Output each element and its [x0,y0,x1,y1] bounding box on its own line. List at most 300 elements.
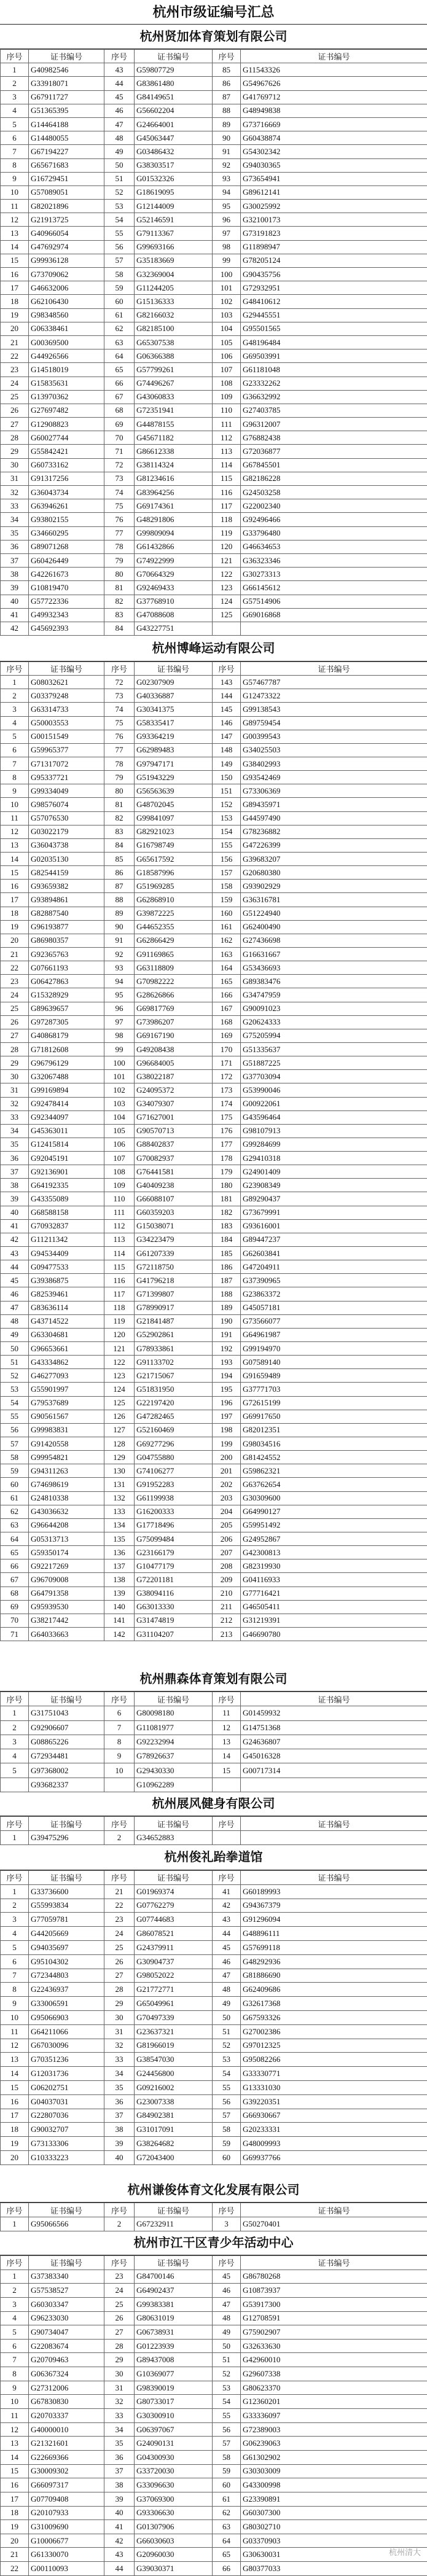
cert-number-cell: G80098180 [135,1706,213,1720]
cert-header: 证书编号 [135,1817,213,1831]
table-row [1,1969,427,1983]
company-section [0,25,427,636]
seq-cell: 50 [213,2010,241,2024]
seq-cell: 35 [104,2437,135,2451]
seq-cell: 104 [104,1110,135,1124]
seq-cell: 123 [104,1369,135,1383]
seq-cell: 7 [1,2353,29,2367]
seq-cell: 38 [104,2123,135,2137]
cert-number-cell: G29445551 [241,308,427,322]
cert-number-cell: G55842421 [29,445,104,458]
seq-cell: 20 [1,2150,29,2164]
seq-cell: 53 [213,2053,241,2067]
cert-number-cell: G66088107 [135,1192,213,1206]
seq-cell: 108 [104,1165,135,1179]
seq-cell: 55 [1,1410,29,1423]
cert-number-cell: G69174361 [135,499,213,513]
cert-number-cell: G66145612 [241,581,427,595]
seq-cell: 33 [104,2053,135,2067]
cert-number-cell: G42960010 [241,2353,427,2367]
seq-cell: 112 [104,1219,135,1233]
cert-number-cell: G00399543 [241,730,427,743]
cert-number-cell: G27697482 [29,404,104,417]
cert-number-cell: G60189993 [241,1884,427,1899]
seq-cell: 51 [213,2353,241,2367]
seq-cell: 111 [104,1206,135,1219]
seq-cell: 146 [213,716,241,730]
seq-cell: 86 [104,866,135,880]
table-row [1,1042,427,1056]
seq-cell: 164 [213,961,241,975]
table-row [1,1314,427,1328]
seq-cell: 75 [104,716,135,730]
seq-header: 序号 [104,1871,135,1885]
seq-cell: 96 [213,213,241,227]
seq-cell: 179 [213,1165,241,1179]
cert-number-cell [241,1778,427,1792]
seq-cell: 27 [104,1969,135,1983]
cert-number-cell: G29607338 [241,2367,427,2381]
cert-number-cell: G21841487 [135,1314,213,1328]
seq-cell: 56 [1,1423,29,1437]
table-row [1,703,427,716]
seq-cell: 28 [104,1983,135,1997]
cert-number-cell: G73306369 [241,784,427,798]
certificate-table [0,1816,427,1845]
seq-cell: 60 [1,1478,29,1491]
cert-number-cell: G86780268 [241,2270,427,2284]
cert-number-cell: G99983831 [29,1423,104,1437]
cert-number-cell: G14751368 [241,1720,427,1735]
cert-number-cell: G63304681 [29,1328,104,1341]
cert-number-cell: G72615199 [241,1396,427,1410]
cert-number-cell: G32369004 [135,268,213,281]
cert-number-cell: G27436698 [241,934,427,947]
cert-number-cell: G12031736 [29,2067,104,2081]
seq-cell: 87 [104,880,135,893]
cert-number-cell: G10333223 [29,2150,104,2164]
seq-cell: 197 [213,1410,241,1423]
seq-cell: 55 [213,2080,241,2094]
seq-cell: 203 [213,1491,241,1505]
cert-header: 证书编号 [29,2203,104,2217]
seq-cell: 93 [104,961,135,975]
seq-cell: 212 [213,1614,241,1627]
seq-header: 序号 [1,1692,29,1706]
seq-cell [1,1778,29,1792]
seq-cell: 3 [1,2297,29,2311]
seq-cell: 89 [104,907,135,920]
seq-cell: 13 [1,2053,29,2067]
seq-cell: 8 [104,1735,135,1749]
seq-cell [213,1778,241,1792]
seq-cell: 99 [213,254,241,267]
cert-number-cell: G47282465 [135,1410,213,1423]
seq-cell: 88 [213,104,241,117]
certificate-table [0,49,427,636]
certificate-table [0,1692,427,1792]
seq-cell: 43 [1,1247,29,1260]
table-row [1,431,427,445]
cert-number-cell: G34660295 [29,526,104,540]
seq-cell: 118 [213,513,241,526]
table-row [1,268,427,281]
seq-cell: 25 [1,390,29,404]
table-row [1,1219,427,1233]
seq-cell: 39 [104,2137,135,2151]
cert-number-cell: G37771703 [241,1383,427,1396]
seq-cell: 94 [104,975,135,988]
seq-cell: 171 [213,1056,241,1070]
seq-cell: 119 [104,1314,135,1328]
seq-cell: 190 [213,1314,241,1328]
seq-cell: 6 [1,1954,29,1969]
seq-cell: 96 [104,1002,135,1015]
seq-cell: 10 [1,2010,29,2024]
cert-number-cell: G53436693 [241,961,427,975]
certificate-table [0,662,427,1641]
cert-number-cell: G33720030 [135,2464,213,2478]
cert-number-cell: G93306630 [135,2506,213,2520]
seq-cell: 200 [213,1451,241,1464]
cert-number-cell: G74698619 [29,1478,104,1491]
seq-cell: 149 [213,757,241,770]
table-row [1,1573,427,1587]
seq-cell: 63 [1,1518,29,1532]
table-row [1,472,427,485]
cert-number-cell: G39220351 [241,2094,427,2109]
cert-number-cell: G40868179 [29,1029,104,1042]
cert-number-cell: G17718496 [135,1518,213,1532]
cert-number-cell: G57467787 [241,676,427,689]
seq-cell [213,622,241,635]
seq-header: 序号 [1,1817,29,1831]
cert-number-cell: G92136901 [29,1165,104,1179]
cert-number-cell: G30300910 [135,2409,213,2423]
seq-cell: 161 [213,920,241,934]
seq-cell: 113 [104,1233,135,1246]
table-row [1,2039,427,2053]
seq-cell: 55 [104,227,135,240]
cert-number-cell: G22002340 [241,499,427,513]
cert-number-cell: G98034516 [241,1437,427,1451]
cert-number-cell: G84902381 [135,2109,213,2123]
cert-number-cell: G98576074 [29,798,104,811]
seq-cell: 92 [213,158,241,172]
cert-number-cell: G45063447 [135,131,213,145]
cert-number-cell: G59862321 [241,1464,427,1478]
cert-number-cell: G64192335 [29,1179,104,1192]
cert-number-cell: G96653661 [29,1342,104,1356]
cert-number-cell: G00110093 [29,2562,104,2576]
cert-number-cell: G22197420 [135,1396,213,1410]
table-row [1,1940,427,1954]
cert-number-cell: G48196484 [241,335,427,349]
cert-number-cell: G69937766 [241,2150,427,2164]
cert-number-cell: G42300813 [241,1546,427,1559]
cert-number-cell: G13331030 [241,2080,427,2094]
seq-cell: 104 [213,322,241,335]
seq-cell: 72 [104,676,135,689]
seq-cell: 81 [104,581,135,595]
seq-cell: 1 [1,676,29,689]
cert-number-cell: G43300998 [241,2478,427,2492]
seq-cell: 53 [104,200,135,213]
seq-cell: 100 [104,1056,135,1070]
cert-number-cell: G29410318 [241,1152,427,1165]
cert-number-cell: G44878155 [135,418,213,431]
cert-number-cell: G30303009 [241,2464,427,2478]
seq-cell: 42 [1,622,29,635]
seq-cell: 19 [1,308,29,322]
cert-number-cell: G91296094 [241,1913,427,1927]
cert-number-cell: G34223479 [135,1233,213,1246]
cert-header: 证书编号 [241,662,427,676]
seq-cell: 62 [213,2506,241,2520]
table-row [1,1831,427,1845]
table-row [1,2353,427,2367]
seq-cell: 56 [213,2094,241,2109]
table-row [1,2067,427,2081]
cert-number-cell: G60307300 [241,2506,427,2520]
cert-number-cell: G20960030 [135,2548,213,2562]
seq-cell: 90 [104,920,135,934]
seq-cell: 152 [213,798,241,811]
seq-cell: 193 [213,1356,241,1369]
seq-cell: 35 [1,1138,29,1151]
cert-number-cell: G89447237 [241,1233,427,1246]
table-row [1,2150,427,2164]
seq-cell: 59 [213,2137,241,2151]
cert-number-cell: G34652883 [135,1831,213,1845]
cert-number-cell: G43060833 [135,390,213,404]
seq-cell: 157 [213,866,241,880]
seq-cell: 138 [104,1573,135,1587]
cert-number-cell: G75205994 [241,1029,427,1042]
table-row [1,811,427,825]
seq-cell: 40 [1,1206,29,1219]
cert-number-cell: G24952867 [241,1532,427,1546]
cert-number-cell: G38303517 [135,158,213,172]
seq-cell: 168 [213,1015,241,1029]
seq-cell: 106 [213,349,241,363]
table-row [1,458,427,472]
cert-number-cell: G60438874 [241,131,427,145]
seq-cell: 1 [1,2217,29,2231]
cert-number-cell: G71399807 [135,1287,213,1301]
seq-cell: 60 [104,295,135,308]
seq-cell: 30 [104,2367,135,2381]
company-title: 杭州谦俊体育文化发展有限公司 [0,2178,427,2203]
seq-cell: 36 [104,2450,135,2464]
cert-number-cell: G36043738 [29,838,104,852]
seq-cell: 210 [213,1587,241,1600]
cert-number-cell: G97287305 [29,1015,104,1029]
seq-cell: 136 [104,1546,135,1559]
cert-number-cell: G07762279 [135,1899,213,1913]
seq-cell: 1 [1,63,29,77]
seq-cell: 2 [104,1831,135,1845]
seq-header: 序号 [213,1692,241,1706]
cert-number-cell: G70932837 [29,1219,104,1233]
cert-number-cell: G93542469 [241,771,427,784]
cert-number-cell: G57514906 [241,595,427,608]
seq-cell: 114 [213,458,241,472]
table-row [1,1913,427,1927]
cert-number-cell: G45671182 [135,431,213,445]
cert-number-cell: G81966019 [135,2039,213,2053]
cert-number-cell: G20233331 [241,2123,427,2137]
cert-number-cell: G36316781 [241,893,427,907]
cert-number-cell: G57722336 [29,595,104,608]
cert-number-cell: G24503258 [241,486,427,499]
cert-number-cell: G91420558 [29,1437,104,1451]
cert-number-cell: G84700146 [135,2270,213,2284]
cert-number-cell: G20703337 [29,2409,104,2423]
cert-number-cell: G06427863 [29,975,104,988]
cert-number-cell: G81886690 [241,1969,427,1983]
seq-cell: 123 [213,581,241,595]
seq-cell: 66 [1,1559,29,1573]
cert-number-cell: G30904737 [135,1954,213,1969]
cert-number-cell: G23332262 [241,377,427,390]
cert-number-cell [241,1831,427,1845]
seq-cell: 198 [213,1423,241,1437]
seq-cell: 40 [104,2506,135,2520]
seq-cell: 7 [1,1969,29,1983]
watermark: 杭州清大 [389,2546,421,2558]
cert-number-cell: G30025992 [241,200,427,213]
certificate-table [0,1870,427,2165]
seq-cell: 175 [213,1110,241,1124]
table-row [1,961,427,975]
seq-cell: 10 [104,1763,135,1778]
cert-number-cell: G98107913 [241,1124,427,1138]
cert-number-cell: G78205124 [241,254,427,267]
cert-number-cell: G43334862 [29,1356,104,1369]
seq-cell: 163 [213,947,241,961]
seq-cell: 137 [104,1559,135,1573]
seq-cell: 172 [213,1070,241,1083]
table-row [1,730,427,743]
cert-number-cell: G72036877 [241,445,427,458]
cert-number-cell: G14464188 [29,117,104,131]
table-row [1,838,427,852]
cert-number-cell: G95082266 [241,2053,427,2067]
cert-number-cell: G81424552 [241,1451,427,1464]
seq-cell: 122 [104,1356,135,1369]
cert-number-cell: G63946261 [29,499,104,513]
cert-number-cell: G69016868 [241,608,427,622]
table-row [1,2464,427,2478]
seq-cell: 46 [104,104,135,117]
table-row [1,254,427,267]
seq-cell: 1 [1,2270,29,2284]
cert-number-cell: G45057181 [241,1301,427,1314]
seq-cell: 101 [213,281,241,295]
cert-number-cell: G51887225 [241,1056,427,1070]
table-row [1,295,427,308]
seq-cell: 25 [104,2297,135,2311]
seq-cell: 209 [213,1573,241,1587]
seq-cell: 154 [213,825,241,838]
cert-number-cell: G64961987 [241,1328,427,1341]
seq-cell: 29 [1,1056,29,1070]
seq-cell: 119 [213,526,241,540]
cert-number-cell: G48410612 [241,295,427,308]
cert-number-cell: G89383476 [241,975,427,988]
cert-number-cell: G08865226 [29,1735,104,1749]
seq-cell: 16 [1,880,29,893]
seq-cell: 204 [213,1505,241,1518]
seq-cell: 3 [1,703,29,716]
cert-number-cell: G62866429 [135,934,213,947]
seq-cell: 79 [104,553,135,567]
table-row [1,1301,427,1314]
seq-cell: 98 [104,1029,135,1042]
cert-number-cell: G30341375 [135,703,213,716]
table-row [1,1247,427,1260]
cert-header: 证书编号 [29,1871,104,1885]
seq-cell: 14 [1,2450,29,2464]
cert-number-cell: G16729451 [29,172,104,185]
seq-cell: 3 [1,1735,29,1749]
seq-cell: 162 [213,934,241,947]
cert-number-cell: G24379911 [135,1940,213,1954]
seq-cell: 22 [104,1899,135,1913]
table-row [1,1478,427,1491]
cert-number-cell: G90091023 [241,1002,427,1015]
cert-number-cell: G72932951 [241,281,427,295]
cert-header: 证书编号 [241,2256,427,2270]
seq-cell: 11 [1,200,29,213]
table-row [1,1491,427,1505]
seq-cell: 6 [1,743,29,757]
seq-cell: 150 [213,771,241,784]
seq-cell: 9 [1,172,29,185]
table-row [1,377,427,390]
table-row [1,2562,427,2576]
seq-cell: 166 [213,988,241,1002]
cert-number-cell: G72934481 [29,1749,104,1763]
table-row [1,540,427,553]
cert-number-cell: G48292936 [241,1954,427,1969]
seq-cell: 15 [213,1763,241,1778]
seq-cell: 58 [213,2450,241,2464]
table-row [1,880,427,893]
cert-number-cell: G22083674 [29,2339,104,2353]
seq-cell: 52 [213,2039,241,2053]
cert-number-cell: G96193877 [29,920,104,934]
seq-cell: 74 [104,486,135,499]
cert-number-cell: G34747959 [241,988,427,1002]
table-row [1,1983,427,1997]
seq-cell: 113 [213,445,241,458]
table-row [1,2450,427,2464]
seq-cell: 74 [104,703,135,716]
seq-cell: 109 [213,390,241,404]
cert-number-cell: G06366388 [135,349,213,363]
seq-cell: 83 [104,825,135,838]
table-row [1,281,427,295]
table-header-row [1,1871,427,1885]
cert-number-cell: G59965377 [29,743,104,757]
seq-cell: 40 [104,2150,135,2164]
seq-cell: 78 [104,757,135,770]
cert-number-cell: G47204911 [241,1260,427,1274]
cert-number-cell: G92469433 [135,581,213,595]
cert-number-cell: G96312007 [241,418,427,431]
